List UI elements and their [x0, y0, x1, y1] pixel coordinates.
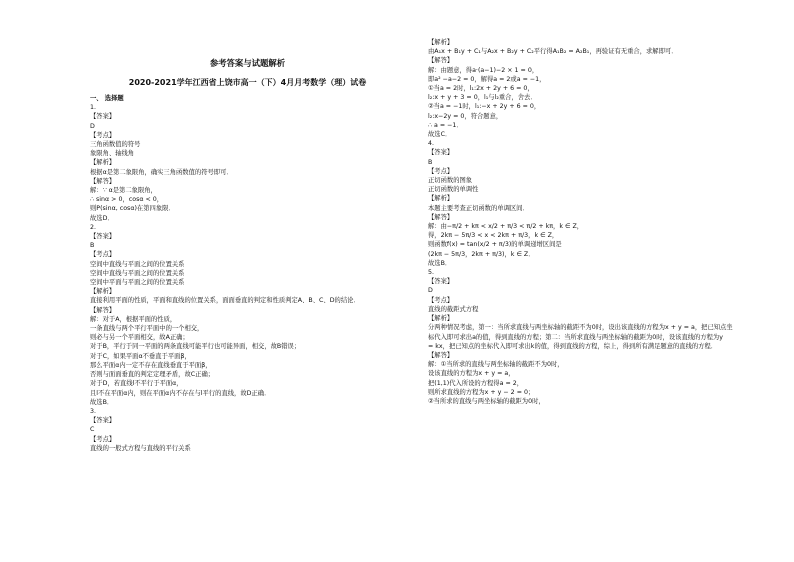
right-column [428, 38, 758, 406]
text-line: 【考点】 [90, 251, 116, 259]
left-column [90, 94, 405, 453]
text-line: 一、 选择题 [90, 95, 124, 102]
text-line: 故选D． [90, 214, 114, 222]
text-line: 直线的一般式方程与直线的平行关系 [90, 444, 191, 452]
text-line: 对于B，平行于同一平面的两条直线可能平行也可能异面，相交，故B错误； [90, 343, 301, 351]
text-line: 标代入即可求出a的值，得到直线的方程；第二：当所求直线与两坐标轴的截距为0时，设该直线的方程为y [428, 333, 723, 341]
text-line: 则P(sinα, cosα)在第四象限． [90, 205, 175, 213]
text-line: 3. [90, 407, 97, 415]
text-line: 【解析】 [90, 288, 116, 296]
text-line: 空间中直线与平面之间的位置关系 [90, 260, 185, 268]
text-line: ∴ sinα > 0，cosα < 0， [90, 196, 164, 204]
text-line: 根据α是第二象限角，确实三角函数值的符号即可． [90, 168, 233, 176]
text-line: 【解答】 [90, 177, 116, 185]
text-line: 否则与面面垂直的判定定理矛盾，故C正确； [90, 371, 215, 379]
text-line: 那么平面α内一定不存在直线垂直于平面β， [90, 361, 212, 369]
text-line: 三角函数值的符号 [90, 141, 141, 149]
text-line: 【解答】 [428, 213, 454, 221]
text-line: 【答案】 [90, 113, 116, 121]
text-line: 故选C． [428, 131, 452, 139]
text-line: 【考点】 [90, 131, 116, 139]
text-line: C [90, 426, 95, 434]
text-line: 解：由题意，得a·(a−1)−2 × 1 = 0， [428, 66, 539, 74]
text-line: (2kπ − 5π/3，2kπ + π/3)，k ∈ Z． [428, 250, 535, 258]
text-line: 设该直线的方程为x + y = a， [428, 370, 515, 378]
text-line: 【解答】 [428, 57, 454, 65]
text-line: 【答案】 [90, 417, 116, 425]
text-line: 解：对于A，根据平面的性质， [90, 315, 177, 323]
text-line: 【解析】 [428, 39, 454, 46]
text-line: 则函数f(x) = tan(x/2 + π/3)的单调递增区间是 [428, 241, 562, 249]
text-line: 4. [428, 140, 435, 148]
text-line: ②当a = −1时，l₁:−x + 2y + 6 = 0， [428, 103, 541, 111]
text-line: 故选B． [90, 398, 114, 406]
document-title: 参考答案与试题解析 [209, 58, 286, 68]
text-line: 正切函数的图象 [428, 177, 473, 185]
text-line: 得，2kπ − 5π/3 < x < 2kπ + π/3，k ∈ Z， [428, 232, 559, 240]
text-line: 【答案】 [90, 233, 116, 241]
text-line: 5. [428, 269, 435, 277]
text-line: 直接利用平面的性质，平面和直线的位置关系，面面垂直的判定和性质判定A、B、C、D的结论． [90, 297, 360, 305]
text-line: 对于D，若直线l不平行于平面α， [90, 380, 183, 388]
text-line: 一条直线与两个平行平面中的一个相交， [90, 325, 204, 333]
text-line: 空间中平面与平面之间的位置关系 [90, 279, 185, 287]
text-line: 解：∵ α是第二象限角， [90, 187, 157, 195]
text-line: 直线的截距式方程 [428, 305, 479, 313]
text-line: ①当a = 2时，l₁:2x + 2y + 6 = 0， [428, 85, 534, 93]
text-line: 1. [90, 104, 97, 112]
text-line: 对于C，如果平面α不垂直于平面β， [90, 352, 191, 360]
text-line: 即a² −a−2 = 0，解得a = 2或a = −1， [428, 75, 546, 83]
text-line: 2. [90, 223, 97, 231]
text-line: = kx，把已知点的坐标代入即可求出k的值，得到直线的方程，综上，得到所有满足题意的直线的方程． [428, 342, 718, 350]
exam-subtitle: 2020-2021学年江西省上饶市高一（下）4月月考数学（理）试卷 [128, 78, 367, 87]
text-line: 把(1,1)代入所设的方程得a = 2， [428, 379, 524, 387]
text-line: 则必与另一个平面相交，故A正确； [90, 334, 189, 342]
text-line: B [90, 242, 95, 250]
text-line: 【考点】 [90, 435, 116, 443]
text-line: ②当所求的直线与两坐标轴的截距为0时， [428, 397, 545, 405]
text-line: 【解析】 [428, 315, 454, 323]
text-line: B [428, 158, 433, 166]
text-line: 【解答】 [428, 351, 454, 359]
text-line: 【答案】 [428, 149, 454, 157]
text-line: 象限角、轴线角 [90, 150, 135, 158]
text-line: ∴ a = −1． [428, 121, 463, 129]
text-line: l₂:x−2y = 0，符合题意， [428, 112, 503, 120]
text-line: 解：由−π/2 + kπ < x/2 + π/3 < π/2 + kπ，k ∈ Z， [428, 223, 584, 231]
text-line: 分两种情况考虑，第一：当所求直线与两坐标轴的截距不为0时，设出该直线的方程为x + y = a，把已知点坐 [428, 324, 733, 332]
text-line: D [90, 122, 95, 130]
text-line: l₂:x + y + 3 = 0，l₁与l₂重合，舍去． [428, 94, 537, 102]
text-line: 【答案】 [428, 278, 454, 286]
text-line: 【解析】 [428, 195, 454, 203]
text-line: 故选B． [428, 259, 452, 267]
text-line: 本题主要考查正切函数的单调区间． [428, 204, 529, 212]
text-line: 正切函数的单调性 [428, 186, 479, 194]
text-line: D [428, 287, 433, 295]
text-line: 且l不在平面α内，则在平面α内不存在与l平行的直线，故D正确． [90, 389, 271, 397]
text-line: 【解答】 [90, 306, 116, 314]
text-line: 解：①当所求的直线与两坐标轴的截距不为0时， [428, 361, 564, 369]
text-line: 由A₁x + B₁y + C₁与A₂x + B₂y + C₂平行得A₁B₂ = A₂B₁，再验证有无重合，求解即可． [428, 48, 678, 56]
text-line: 【解析】 [90, 159, 116, 167]
text-line: 空间中直线与平面之间的位置关系 [90, 269, 185, 277]
text-line: 则所求直线的方程为x + y − 2 = 0； [428, 388, 535, 396]
text-line: 【考点】 [428, 167, 454, 175]
text-line: 【考点】 [428, 296, 454, 304]
